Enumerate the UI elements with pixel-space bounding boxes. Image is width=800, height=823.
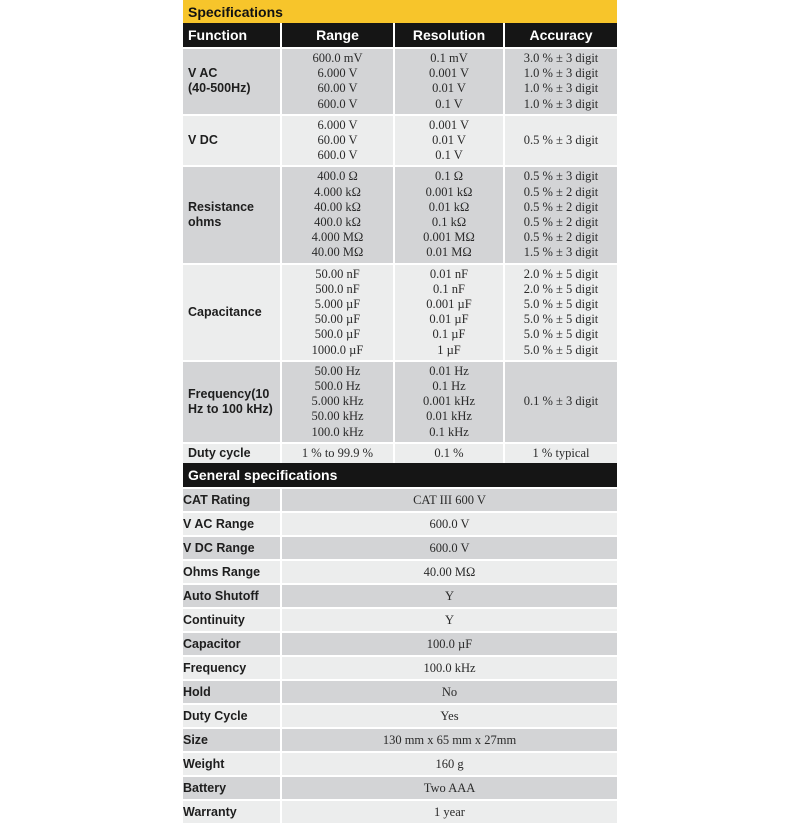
spec-line: Resistance [188,199,255,214]
spec-line: 1 % to 99.9 % [301,445,374,460]
general-value: Two AAA [281,776,617,800]
spec-cell-accuracy [504,115,617,167]
general-label: Ohms Range [183,560,281,584]
spec-line: 40.00 kΩ [314,199,361,214]
spec-line: 0.1 Ω [434,169,464,184]
spec-sheet [183,0,617,823]
general-label: Weight [183,752,281,776]
general-value: Yes [281,704,617,728]
spec-line: 0.1 mV [430,51,468,65]
spec-line: 6.000 V [317,66,358,81]
spec-cell-resolution [394,166,504,263]
spec-line: 50.00 nF [315,266,360,281]
general-value: 100.0 µF [281,632,617,656]
spec-line: 0.5 % ± 3 digit [523,133,599,148]
general-label: Battery [183,776,281,800]
general-row [183,584,617,608]
spec-line: 400.0 Ω [317,169,358,184]
spec-line: 1.0 % ± 3 digit [523,81,599,96]
spec-line: 0.01 MΩ [426,245,472,260]
spec-line: 5.0 % ± 5 digit [523,327,599,342]
spec-line: Frequency(10 [188,386,270,401]
general-row [183,512,617,536]
general-row [183,728,617,752]
general-value: 40.00 MΩ [281,560,617,584]
spec-cell-accuracy [504,166,617,263]
general-specifications-body [183,488,617,823]
spec-line: 0.01 µF [429,312,469,327]
spec-line: ohms [188,215,222,230]
general-label: Warranty [183,800,281,823]
spec-line: 1.5 % ± 3 digit [523,245,599,260]
spec-line: 0.001 V [428,117,470,132]
spec-line: 5.0 % ± 5 digit [523,312,599,327]
spec-line: 500.0 µF [314,327,361,342]
spec-line: 0.001 µF [426,297,472,312]
general-label: Size [183,728,281,752]
general-label: Auto Shutoff [183,584,281,608]
header-accuracy: Accuracy [504,23,617,48]
general-value: 1 year [281,800,617,823]
spec-line: 0.01 nF [429,266,469,281]
spec-line: 4.000 kΩ [314,184,361,199]
spec-line: 0.1 Hz [432,379,466,394]
specifications-header-row [183,23,617,48]
general-row [183,656,617,680]
general-value: CAT III 600 V [281,488,617,512]
header-range: Range [281,23,394,48]
spec-line: 4.000 MΩ [311,230,364,245]
header-resolution: Resolution [394,23,504,48]
specifications-table [183,23,617,463]
spec-line: V AC [188,66,218,81]
spec-line: 60.00 V [317,81,358,96]
general-value: No [281,680,617,704]
spec-line: 0.1 V [435,148,463,163]
spec-line: 0.5 % ± 2 digit [523,184,599,199]
spec-line: 1.0 % ± 3 digit [523,96,599,111]
general-label: Hold [183,680,281,704]
spec-line: 2.0 % ± 5 digit [523,266,599,281]
spec-line: 400.0 kΩ [314,215,361,230]
spec-line: 0.5 % ± 2 digit [523,230,599,245]
spec-line: 5.000 µF [314,297,361,312]
spec-line: 1000.0 µF [311,342,364,357]
spec-line: 60.00 V [317,133,358,148]
spec-cell-range [281,443,394,463]
spec-cell-resolution [394,361,504,443]
spec-line: 600.0 V [317,96,358,111]
spec-cell-range [281,115,394,167]
spec-line: 0.1 % [434,445,464,460]
spec-line: 1.0 % ± 3 digit [523,66,599,81]
spec-cell-accuracy [504,48,617,115]
general-value: Y [281,608,617,632]
general-row [183,632,617,656]
general-label: V AC Range [183,512,281,536]
spec-line: 0.5 % ± 2 digit [523,215,599,230]
spec-cell-function [183,115,281,167]
spec-row [183,115,617,167]
general-label: Continuity [183,608,281,632]
spec-cell-resolution [394,264,504,361]
spec-line: 0.5 % ± 2 digit [523,199,599,214]
spec-line: Hz to 100 kHz) [188,401,273,416]
spec-line: 600.0 mV [312,51,363,65]
spec-line: 5.000 kHz [311,394,364,409]
specifications-title: Specifications [183,0,617,23]
spec-line: (40-500Hz) [188,81,251,96]
spec-cell-resolution [394,48,504,115]
spec-line: 500.0 nF [315,281,360,296]
spec-cell-range [281,166,394,263]
general-value: 100.0 kHz [281,656,617,680]
spec-line: 40.00 MΩ [311,245,364,260]
spec-cell-accuracy [504,264,617,361]
spec-line: 0.001 kΩ [425,184,473,199]
general-label: Frequency [183,656,281,680]
spec-cell-function [183,48,281,115]
spec-line: 5.0 % ± 5 digit [523,297,599,312]
spec-line: 600.0 V [317,148,358,163]
spec-line: 0.1 µF [432,327,466,342]
spec-cell-function [183,264,281,361]
spec-line: 1 % typical [532,445,590,460]
spec-row [183,443,617,463]
spec-line: Capacitance [188,304,262,319]
spec-line: 0.01 kΩ [428,199,470,214]
spec-line: 50.00 µF [314,312,361,327]
spec-row [183,48,617,115]
general-label: V DC Range [183,536,281,560]
general-value: 600.0 V [281,512,617,536]
general-value: Y [281,584,617,608]
spec-line: 0.1 V [435,96,463,111]
general-value: 160 g [281,752,617,776]
general-row [183,680,617,704]
spec-line: Duty cycle [188,445,251,460]
spec-line: 6.000 V [317,117,358,132]
spec-row [183,264,617,361]
spec-line: 0.01 V [432,133,466,148]
general-row [183,800,617,823]
spec-cell-accuracy [504,361,617,443]
general-row [183,608,617,632]
spec-line: 0.01 Hz [429,363,469,378]
spec-line: 0.01 V [432,81,466,96]
spec-line: 0.001 V [428,66,470,81]
spec-line: 5.0 % ± 5 digit [523,342,599,357]
spec-line: 0.1 % ± 3 digit [523,394,599,409]
spec-cell-function [183,443,281,463]
general-row [183,704,617,728]
general-value: 600.0 V [281,536,617,560]
spec-line: 1 µF [437,342,461,357]
spec-line: 100.0 kHz [311,424,364,439]
spec-line: 0.001 kHz [422,394,476,409]
general-label: CAT Rating [183,488,281,512]
spec-line: 2.0 % ± 5 digit [523,281,599,296]
general-label: Duty Cycle [183,704,281,728]
header-function: Function [183,23,281,48]
spec-row [183,361,617,443]
general-value: 130 mm x 65 mm x 27mm [281,728,617,752]
spec-cell-function [183,361,281,443]
spec-line: 50.00 Hz [314,363,361,378]
spec-row [183,166,617,263]
spec-line: 0.1 kΩ [431,215,467,230]
general-label: Capacitor [183,632,281,656]
spec-line: 0.1 nF [433,281,465,296]
spec-line: 500.0 Hz [314,379,361,394]
spec-line: V DC [188,133,218,148]
general-row [183,488,617,512]
general-row [183,776,617,800]
spec-cell-range [281,48,394,115]
spec-line: 3.0 % ± 3 digit [523,51,599,65]
spec-cell-function [183,166,281,263]
general-specifications-table [183,487,617,823]
spec-cell-accuracy [504,443,617,463]
spec-cell-resolution [394,443,504,463]
spec-line: 50.00 kHz [311,409,364,424]
general-row [183,560,617,584]
spec-cell-range [281,264,394,361]
spec-line: 0.1 kHz [429,424,469,439]
general-row [183,536,617,560]
spec-line: 0.5 % ± 3 digit [523,169,599,184]
general-specifications-title: General specifications [183,463,617,487]
general-row [183,752,617,776]
spec-cell-range [281,361,394,443]
spec-line: 0.01 kHz [426,409,472,424]
spec-cell-resolution [394,115,504,167]
spec-line: 0.001 MΩ [423,230,475,245]
specifications-body [183,48,617,463]
